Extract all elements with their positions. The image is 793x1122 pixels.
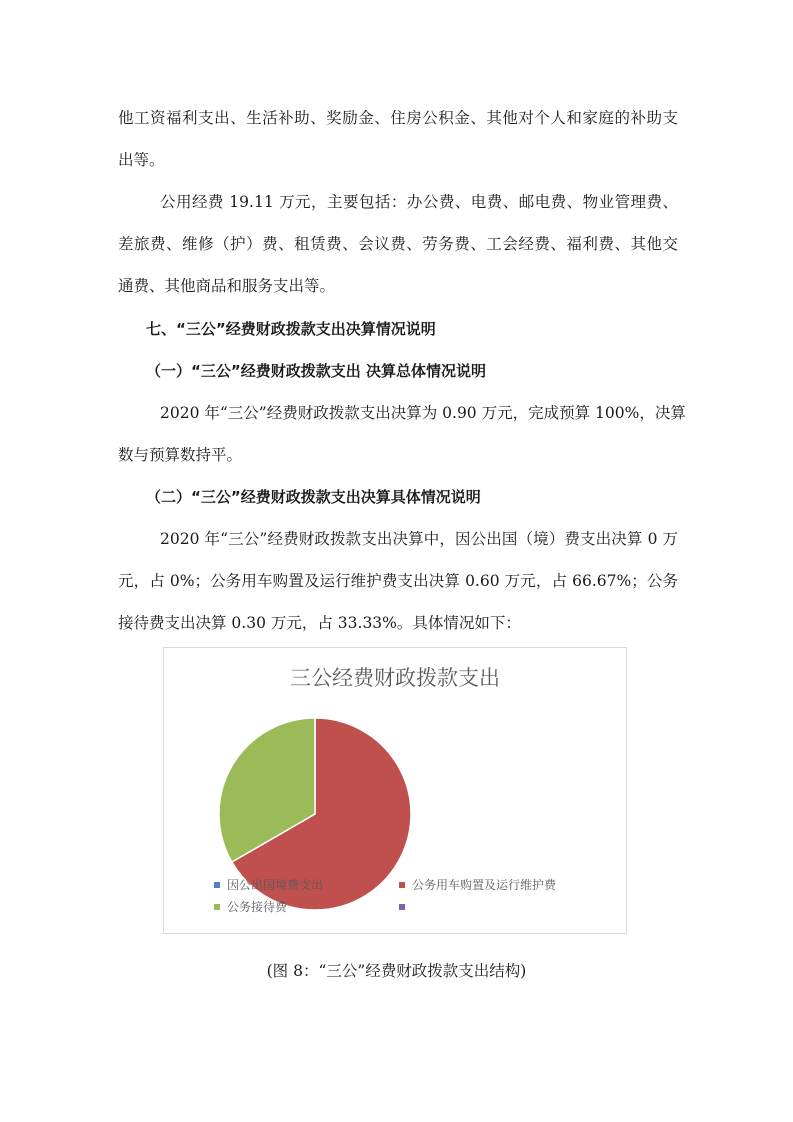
paragraph-line: 接待费支出决算 0.30 万元，占 33.33%。具体情况如下：: [118, 614, 521, 632]
legend-item: [399, 878, 556, 892]
legend-item: [399, 900, 412, 914]
subsection-heading: （二）“三公”经费财政拨款支出决算具体情况说明: [146, 488, 481, 506]
paragraph-line: 出等。: [118, 151, 165, 169]
paragraph-line: 差旅费、维修（护）费、租赁费、会议费、劳务费、工会经费、福利费、其他交: [118, 235, 678, 253]
legend-label: 因公出国境费支出: [227, 878, 324, 892]
figure-caption: (图 8：“三公”经费财政拨款支出结构): [266, 962, 527, 980]
legend-item: [214, 900, 287, 914]
legend-swatch: [214, 904, 220, 910]
paragraph-line: 2020 年“三公”经费财政拨款支出决算为 0.90 万元，完成预算 100%，决算: [160, 404, 686, 422]
legend-item: [214, 878, 323, 892]
legend-swatch: [399, 882, 405, 888]
chart-title: 三公经费财政拨款支出: [290, 666, 500, 690]
paragraph-line: 公用经费 19.11 万元，主要包括：办公费、电费、邮电费、物业管理费、: [160, 193, 678, 211]
legend-label: 公务接待费: [227, 900, 288, 914]
legend-swatch: [214, 882, 220, 888]
subsection-heading: （一）“三公”经费财政拨款支出 决算总体情况说明: [146, 362, 486, 380]
paragraph-line: 通费、其他商品和服务支出等。: [118, 277, 336, 295]
paragraph-line: 数与预算数持平。: [118, 446, 243, 464]
section-heading: 七、“三公”经费财政拨款支出决算情况说明: [146, 320, 436, 338]
pie-chart: [163, 647, 627, 934]
paragraph-line: 2020 年“三公”经费财政拨款支出决算中，因公出国（境）费支出决算 0 万: [160, 530, 678, 548]
paragraph-line: 元，占 0%；公务用车购置及运行维护费支出决算 0.60 万元，占 66.67%；公务: [118, 572, 678, 590]
paragraph-line: 他工资福利支出、生活补助、奖励金、住房公积金、其他对个人和家庭的补助支: [118, 109, 678, 127]
legend-label: 公务用车购置及运行维护费: [412, 878, 557, 892]
legend-swatch: [399, 904, 405, 910]
